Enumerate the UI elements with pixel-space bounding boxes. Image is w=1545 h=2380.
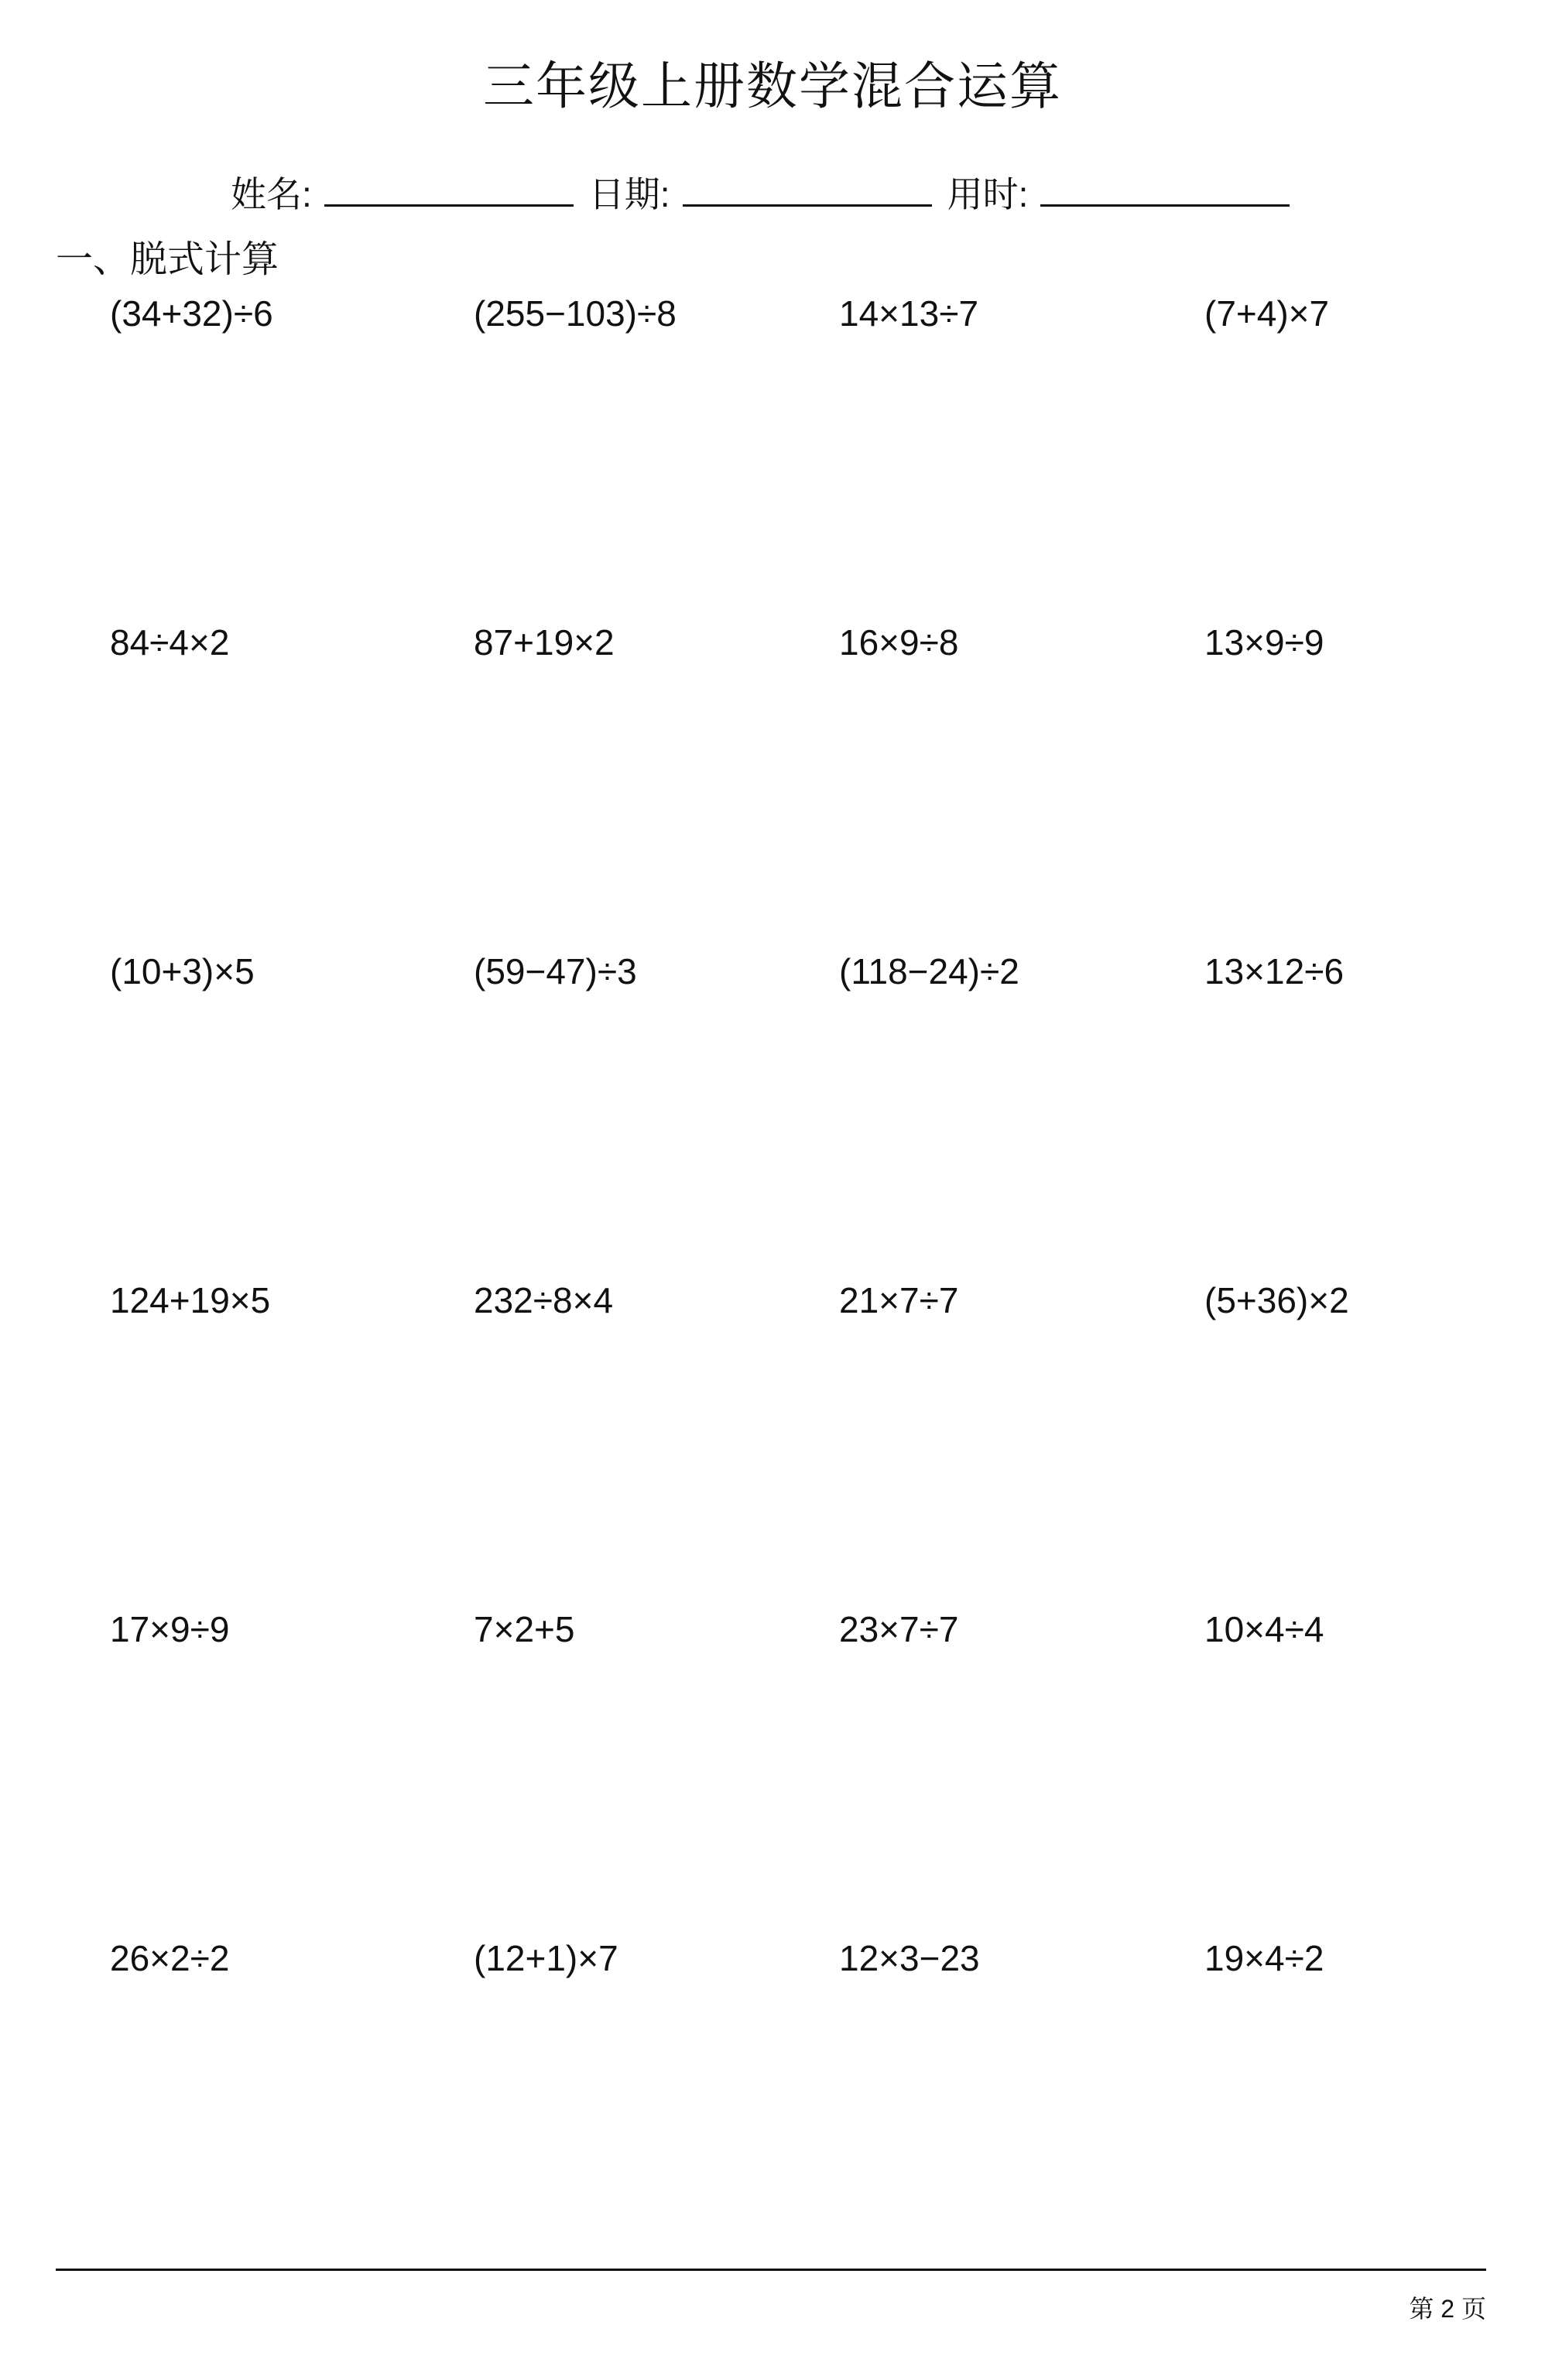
- page-number: 第 2 页: [1409, 2295, 1486, 2323]
- problem: (7+4)×7: [1204, 293, 1330, 334]
- problem: 23×7÷7: [839, 1609, 959, 1649]
- name-label: 姓名:: [231, 174, 312, 214]
- problem: (12+1)×7: [474, 1938, 618, 1978]
- problem: 26×2÷2: [110, 1938, 230, 1978]
- problem: 84÷4×2: [110, 622, 230, 663]
- time-field[interactable]: [947, 166, 1290, 217]
- problem: (34+32)÷6: [110, 293, 273, 334]
- date-blank[interactable]: [683, 173, 932, 207]
- problem: 7×2+5: [474, 1609, 575, 1649]
- problem: 13×12÷6: [1204, 951, 1345, 991]
- time-blank[interactable]: [1040, 173, 1290, 207]
- problem: 16×9÷8: [839, 622, 959, 663]
- problem: 87+19×2: [474, 622, 615, 663]
- problem: 19×4÷2: [1204, 1938, 1324, 1978]
- problem: 13×9÷9: [1204, 622, 1324, 663]
- problem-grid: [110, 293, 1545, 2266]
- student-info: [231, 166, 1330, 217]
- problem: 14×13÷7: [839, 293, 979, 334]
- name-blank[interactable]: [324, 173, 574, 207]
- problem: 232÷8×4: [474, 1280, 614, 1320]
- section-heading: 一、脱式计算: [56, 239, 279, 280]
- date-label: 日期:: [588, 174, 670, 214]
- date-field[interactable]: [589, 166, 932, 217]
- problem: 17×9÷9: [110, 1609, 230, 1649]
- problem: (255−103)÷8: [474, 293, 677, 334]
- footer-divider: [56, 2269, 1486, 2271]
- problem: 12×3−23: [839, 1938, 980, 1978]
- problem: 124+19×5: [110, 1280, 271, 1320]
- problem: 21×7÷7: [839, 1280, 959, 1320]
- problem: (10+3)×5: [110, 951, 255, 991]
- problem: (118−24)÷2: [839, 951, 1019, 991]
- problem: (5+36)×2: [1204, 1280, 1349, 1320]
- name-field[interactable]: [231, 166, 574, 217]
- problem: (59−47)÷3: [474, 951, 637, 991]
- time-label: 用时:: [947, 174, 1029, 214]
- page-title: 三年级上册数学混合运算: [483, 57, 1062, 115]
- problem: 10×4÷4: [1204, 1609, 1324, 1649]
